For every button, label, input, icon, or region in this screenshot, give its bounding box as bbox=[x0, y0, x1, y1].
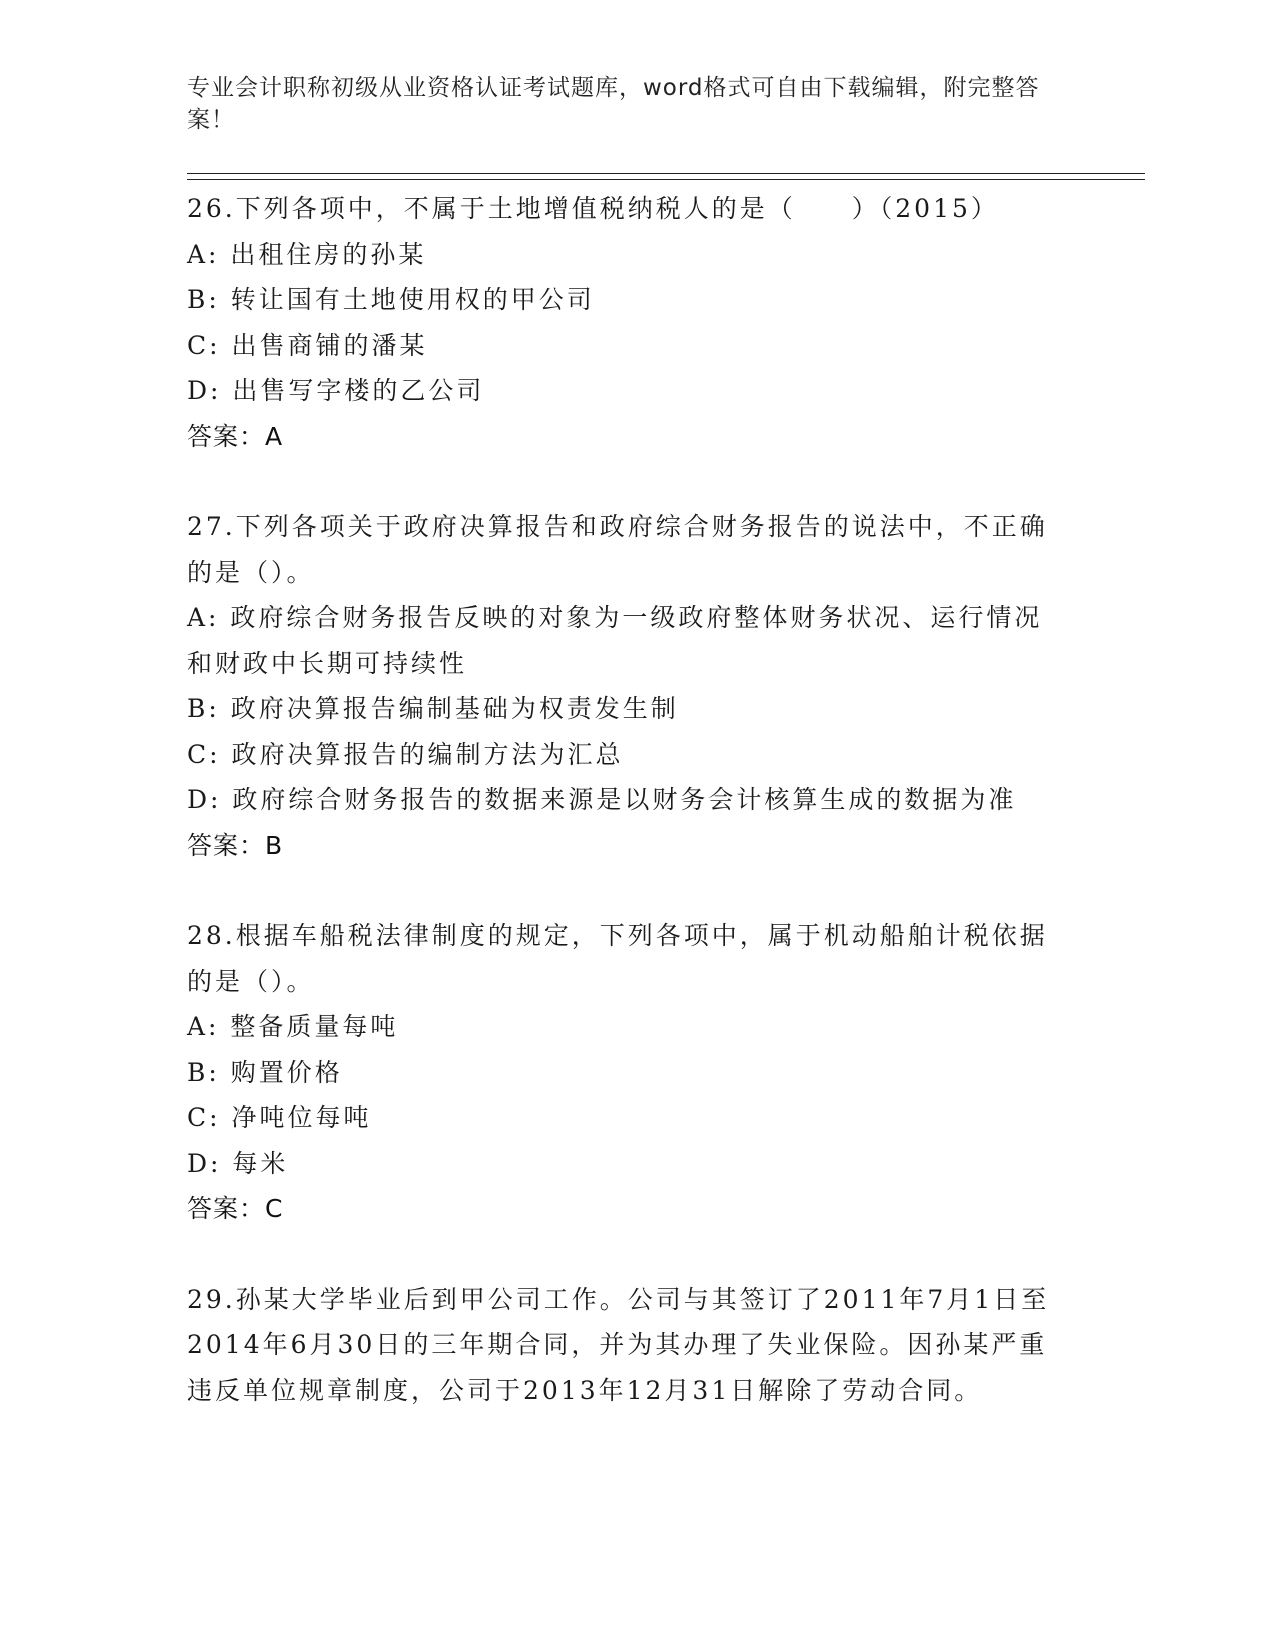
question-stem: 27.下列各项关于政府决算报告和政府综合财务报告的说法中，不正确的是（）。 bbox=[187, 512, 1048, 587]
question-29 bbox=[187, 1277, 1087, 1414]
question-stem: 26.下列各项中，不属于土地增值税纳税人的是（ ）（2015） bbox=[187, 194, 999, 223]
question-stem: 28.根据车船税法律制度的规定，下列各项中，属于机动船舶计税依据的是（）。 bbox=[187, 921, 1048, 996]
option-d: D: 政府综合财务报告的数据来源是以财务会计核算生成的数据为准 bbox=[187, 785, 1017, 814]
question-26 bbox=[187, 186, 1087, 459]
page-header: 专业会计职称初级从业资格认证考试题库，word格式可自由下载编辑，附完整答案！ bbox=[187, 75, 1040, 133]
option-c: C: 净吨位每吨 bbox=[187, 1103, 372, 1132]
question-list bbox=[187, 186, 1087, 1413]
option-d: D: 出售写字楼的乙公司 bbox=[187, 376, 485, 405]
option-b: B: 购置价格 bbox=[187, 1057, 343, 1087]
header-divider-bottom bbox=[187, 179, 1145, 180]
option-d: D: 每米 bbox=[187, 1148, 289, 1178]
header-divider-top bbox=[187, 173, 1145, 174]
option-b: B: 转让国有土地使用权的甲公司 bbox=[187, 285, 595, 314]
option-a: A: 出租住房的孙某 bbox=[187, 239, 427, 269]
option-a: A: 政府综合财务报告反映的对象为一级政府整体财务状况、运行情况和财政中长期可持续性 bbox=[187, 603, 1043, 678]
question-stem: 29.孙某大学毕业后到甲公司工作。公司与其签订了2011年7月1日至2014年6月30日的三年期合同，并为其办理了失业保险。因孙某严重违反单位规章制度，公司于2013年12月31日解除了劳动合同。 bbox=[187, 1284, 1050, 1405]
option-b: B: 政府决算报告编制基础为权责发生制 bbox=[187, 694, 679, 723]
answer-label: 答案：A bbox=[187, 421, 284, 451]
answer-label: 答案：C bbox=[187, 1194, 284, 1223]
option-c: C: 政府决算报告的编制方法为汇总 bbox=[187, 739, 624, 769]
option-a: A: 整备质量每吨 bbox=[187, 1012, 399, 1041]
question-27 bbox=[187, 504, 1087, 868]
option-c: C: 出售商铺的潘某 bbox=[187, 330, 428, 360]
answer-label: 答案：B bbox=[187, 830, 284, 860]
question-28 bbox=[187, 913, 1087, 1232]
